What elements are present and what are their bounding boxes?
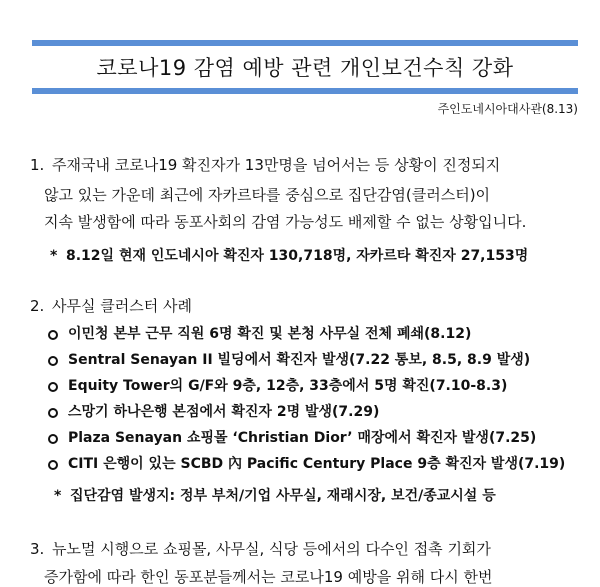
bullet-circle-icon xyxy=(48,330,58,340)
list-item: 스망기 하나은행 본점에서 확진자 2명 발생(7.29) xyxy=(68,404,380,420)
section-1-line: 주재국내 코로나19 확진자가 13만명을 넘어서는 등 상황이 진정되지 xyxy=(52,156,501,174)
bullet-circle-icon xyxy=(48,460,58,470)
section-1-line: 지속 발생함에 따라 동포사회의 감염 가능성도 배제할 수 없는 상황입니다. xyxy=(44,213,527,231)
bullet-circle-icon xyxy=(48,382,58,392)
section-1-note-mark: * xyxy=(50,248,58,264)
section-3-number: 3. xyxy=(30,540,45,558)
section-1-note: 8.12일 현재 인도네시아 확진자 130,718명, 자카르타 확진자 27,153명 xyxy=(66,248,529,264)
section-2-number: 2. xyxy=(30,297,45,315)
list-item: Equity Tower의 G/F와 9층, 12층, 33층에서 5명 확진(7.10-8.3) xyxy=(68,378,508,394)
document-source: 주인도네시아대사관(8.13) xyxy=(437,102,578,116)
list-item: 이민청 본부 근무 직원 6명 확진 및 본청 사무실 전체 폐쇄(8.12) xyxy=(68,326,472,342)
section-3-line: 뉴노멀 시행으로 쇼핑몰, 사무실, 식당 등에서의 다수인 접촉 기회가 xyxy=(52,540,491,558)
section-2-note-mark: * xyxy=(54,488,62,504)
section-3-line: 증가함에 따라 한인 동포분들께서는 코로나19 예방을 위해 다시 한번 xyxy=(44,568,493,586)
list-item: Sentral Senayan II 빌딩에서 확진자 발생(7.22 통보, 8.5, 8.9 발생) xyxy=(68,352,531,368)
section-2-note: 집단감염 발생지: 정부 부처/기업 사무실, 재래시장, 보건/종교시설 등 xyxy=(70,488,496,504)
bullet-circle-icon xyxy=(48,408,58,418)
list-item: Plaza Senayan 쇼핑몰 ‘Christian Dior’ 매장에서 확진자 발생(7.25) xyxy=(68,430,537,446)
section-1-number: 1. xyxy=(30,156,45,174)
section-1-line: 않고 있는 가운데 최근에 자카르타를 중심으로 집단감염(클러스터)이 xyxy=(44,186,491,204)
header-rule-top xyxy=(32,40,578,46)
header-rule-bottom xyxy=(32,88,578,94)
bullet-circle-icon xyxy=(48,434,58,444)
bullet-circle-icon xyxy=(48,356,58,366)
list-item: CITI 은행이 있는 SCBD 內 Pacific Century Place 9층 확진자 발생(7.19) xyxy=(68,456,566,472)
section-2-heading: 사무실 클러스터 사례 xyxy=(52,297,192,315)
document-title: 코로나19 감염 예방 관련 개인보건수칙 강화 xyxy=(96,56,514,80)
